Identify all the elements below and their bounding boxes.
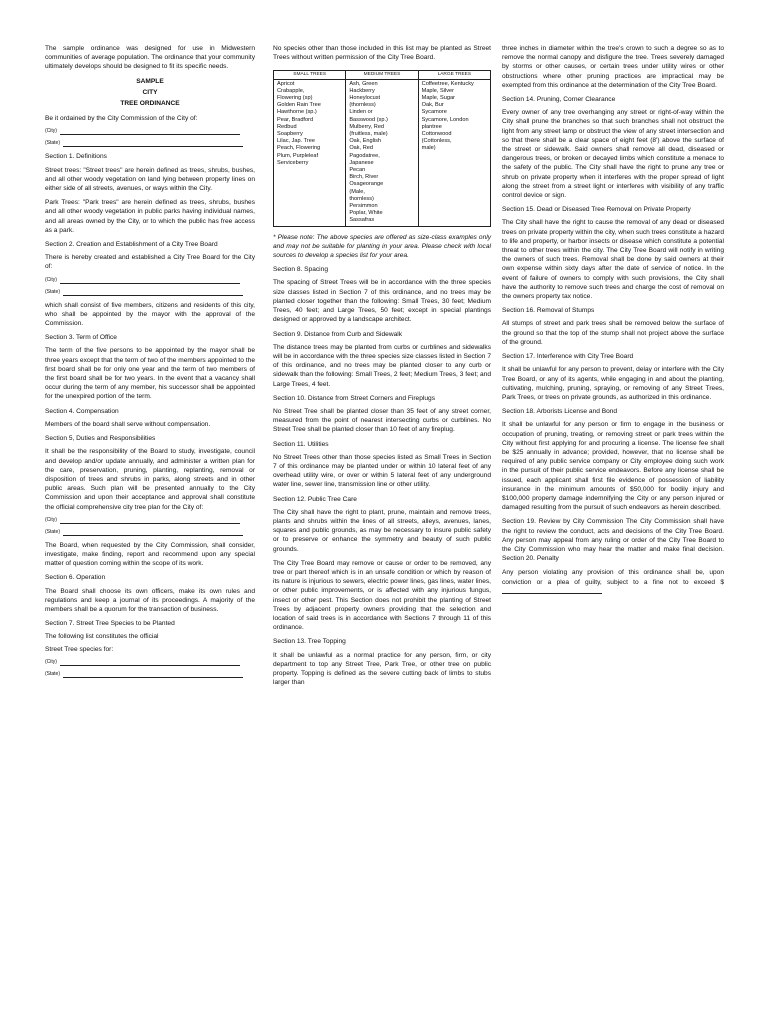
state-blank[interactable]: (State) — [45, 529, 255, 536]
section-3-title: Section 3. Term of Office — [45, 334, 117, 342]
medium-tree-item: Persimmon — [349, 203, 378, 210]
section-8-title: Section 8. Spacing — [273, 266, 328, 274]
section-14-title: Section 14. Pruning, Corner Clearance — [502, 96, 616, 104]
small-tree-item: Pear, Bradford — [277, 116, 314, 123]
heading-city: CITY — [142, 88, 158, 96]
species-intro: No species other than those included in this list may be planted as Street Trees without written permission of the City Tree Board. — [273, 45, 491, 62]
section-1-park-trees: Park Trees: "Park trees" are herein defined as trees, shrubs, bushes and all other woody vegetation in public parks having individual names, and all areas owned by the City, or to which the public has free access as a park. — [45, 199, 255, 234]
medium-trees-cell — [346, 79, 418, 226]
city-blank[interactable]: (City) — [45, 277, 255, 284]
section-20-text: Any person violating any provision of this ordinance shall be, upon conviction or a plea of guilty, subject to a fine not to exceed $ — [502, 568, 724, 597]
section-14-text: Every owner of any tree overhanging any street or right-of-way within the City shall prune the branches so that such branches shall not obstruct the light from any street lamp or obstruct the view of any street intersection and so that there shall be a clear space of eight feet (8') above the surface of the street or sidewalk. Said owners shall remove all dead, diseased or dangerous trees, or broken or decayed limbs which constitute a menace to the safety of the public. The City shall have the right to prune any tree or shrub on private property when it interferes with the proper spread of light along the street from a street light or interferes with visibility of any traffic control device or sign. — [502, 109, 724, 200]
section-9-text: The distance trees may be planted from curbs or curblines and sidewalks will be in accordance with the three species size classes listed in Section 7 of this ordinance, and no trees may be planted closer to any curb or sidewalk than the following: Small Trees, 2 feet; Medium Trees, 3 feet; and Large Trees, 4 feet. — [273, 343, 491, 388]
table-header-small: SMALL TREES — [274, 71, 346, 79]
section-15-text: The City shall have the right to cause the removal of any dead or diseased trees on private property within the city, when such trees constitute a hazard to life and property, or harbor insects or disease which constitute a potential threat to other trees within the city. The City Tree Board will notify in writing the owners of such trees. Removal shall be done by said owners at their own expense within sixty days after the date of service of notice. In the event of failure of owners to comply with such provisions, the City shall have the authority to remove such trees and charge the cost of removal on the owners property tax notice. — [502, 219, 724, 301]
small-tree-item: Soapberry — [277, 131, 303, 138]
section-2-members: which shall consist of five members, citizens and residents of this city, who shall be appointed by the mayor with the approval of the Commission. — [45, 301, 255, 328]
section-7-text: The following list constitutes the official — [45, 633, 159, 641]
section-15-title: Section 15. Dead or Diseased Tree Removal on Private Property — [502, 206, 691, 214]
section-4-text: Members of the board shall serve without compensation. — [45, 420, 211, 428]
section-18-title: Section 18. Arborists License and Bond — [502, 408, 618, 416]
medium-tree-item: (thornless) — [349, 102, 376, 109]
small-tree-item: Crabapple, — [277, 87, 305, 94]
large-tree-item: Sycamore, London — [421, 116, 469, 123]
medium-tree-item: Birch, River — [349, 174, 379, 181]
medium-tree-item: Japanese — [349, 159, 374, 166]
section-16-text: All stumps of street and park trees shall be removed below the surface of the ground so that the top of the stump shall not project above the surface of the ground. — [502, 320, 724, 346]
medium-tree-item: Hackberry — [349, 87, 375, 94]
medium-tree-item: thornless) — [349, 195, 374, 202]
section-7-species-for: Street Tree species for: — [45, 645, 114, 653]
table-header-large: LARGE TREES — [418, 71, 490, 79]
column-right — [502, 44, 724, 602]
medium-tree-item: Linden or — [349, 109, 373, 116]
medium-tree-item: Pecan — [349, 167, 366, 174]
heading-tree-ordinance: TREE ORDINANCE — [120, 100, 180, 108]
large-tree-item: Maple, Sugar — [421, 95, 455, 102]
section-6-text: The Board shall choose its own officers, make its own rules and regulations and keep a journal of its proceedings. A majority of the members shall be a quorum for the transaction of business. — [45, 587, 255, 613]
ordained-text: Be it ordained by the City Commission of the City of: — [45, 115, 198, 123]
section-17-text: It shall be unlawful for any person to prevent, delay or interfere with the City Tree Board, or any of its agents, while engaging in and about the planting, cultivating, mulching, pruning, spraying, or removing of any Street Trees, Park Trees, or trees on private grounds, as authorized in this ordinance. — [502, 366, 724, 401]
medium-tree-item: Ash, Green — [349, 80, 378, 87]
section-12-text-2: The City Tree Board may remove or cause or order to be removed, any tree or part thereof which is in an unsafe condition or which by reason of its nature is injurious to sewers, electric power lines, gas lines, water lines, or other public improvements, or is affected with any injurious fungus, insect or other pest. This Section does not prohibit the planting of Street Trees by adjacent property owners providing that the selection and location of said trees is in accordance with Sections 7 through 11 of this ordinance. — [273, 559, 491, 632]
medium-tree-item: Pagodatree, — [349, 152, 380, 159]
state-blank[interactable]: (State) — [45, 671, 255, 678]
medium-tree-item: Honeylocust — [349, 95, 381, 102]
small-tree-item: Redbud — [277, 123, 297, 130]
medium-tree-item: (fruitless, male) — [349, 131, 388, 138]
city-blank[interactable]: (City) — [45, 517, 255, 524]
medium-tree-item: Mulberry, Red — [349, 123, 385, 130]
section-17-title: Section 17. Interference with City Tree Board — [502, 353, 634, 361]
large-tree-item: male) — [421, 145, 436, 152]
intro-paragraph: The sample ordinance was designed for use in Midwestern communities of average population. The ordinance that your community ultimately develops should be designed to fit its specific needs. — [45, 45, 255, 71]
section-12-text: The City shall have the right to plant, prune, maintain and remove trees, plants and shrubs within the lines of all streets, alleys, avenues, lanes, squares and public grounds, as may be necessary to insure public safety or to preserve or enhance the symmetry and beauty of such public grounds. — [273, 508, 491, 553]
section-9-title: Section 9. Distance from Curb and Sidewalk — [273, 330, 403, 338]
section-7-title: Section 7. Street Tree Species to be Planted — [45, 620, 175, 628]
large-trees-cell — [418, 79, 490, 226]
large-tree-item: Cottonwood — [421, 131, 452, 138]
section-2-title: Section 2. Creation and Establishment of a City Tree Board — [45, 241, 218, 249]
large-tree-item: plantree — [421, 123, 442, 130]
section-19-text: Section 19. Review by City Commission The City Commission shall have the right to review the conduct, acts and decisions of the City Tree Board. Any person may appeal from any ruling or order of the City Tree Board to the City Commission who may hear the matter and make final decision. Section 20. Penalty — [502, 518, 724, 563]
section-18-text: It shall be unlawful for any person or firm to engage in the business or occupation of pruning, treating, or removing street or park trees within the City without first applying for and procuring a license. The license fee shall be $25 annually in advance; provided, however, that no license shall be required of any public service company or City employee doing such work in the pursuit of their public service endeavors. Before any license shall be issued, each applicant shall first file evidence of possession of liability insurance in the minimum amounts of $50,000 for bodily injury and $100,000 property damage indemnifying the City or any person injured or damaged resulting from the pursuit of such endeavors as herein described. — [502, 421, 724, 512]
table-header-medium: MEDIUM TREES — [346, 71, 418, 79]
medium-tree-item: Poplar, White — [349, 210, 383, 217]
section-5-title: Section 5, Duties and Responsibilities — [45, 435, 156, 443]
medium-tree-item: (Male, — [349, 188, 365, 195]
small-tree-item: Lilac, Jap. Tree — [277, 138, 315, 145]
large-tree-item: Sycamore — [421, 109, 447, 116]
section-5-text: It shall be the responsibility of the Board to study, investigate, council and develop and/or update annually, and administer a written plan for the care, preservation, pruning, planting, replanting, removal or disposition of trees and shrubs in parks, along streets and in other public areas. Such plan will be presented annually to the City Commission and upon their acceptance and approval shall constitute the official comprehensive city tree plan for the City of: — [45, 448, 255, 511]
small-tree-item: Serviceberry — [277, 159, 309, 166]
small-tree-item: Peach, Flowering — [277, 145, 321, 152]
large-tree-item: (Cottonless, — [421, 138, 452, 145]
state-blank[interactable]: (State) — [45, 140, 255, 147]
medium-tree-item: Oak, English — [349, 138, 382, 145]
section-13-continued: three inches in diameter within the tree's crown to such a degree so as to remove the normal canopy and disfigure the tree. Trees severely damaged by storms or other causes, or certain trees under utility wires or other obstructions where other pruning practices are impractical may be exempted from this ordinance at the determination of the City Tree Board. — [502, 45, 724, 89]
medium-tree-item: Sassafras — [349, 217, 375, 224]
species-note: * Please note: The above species are offered as size-class examples only and may not be suitable for planting in your area. Please check with local sources to develop a species list for your area. — [273, 233, 491, 260]
section-16-title: Section 16. Removal of Stumps — [502, 307, 595, 315]
small-tree-item: Plum, Purpleleaf — [277, 152, 319, 159]
small-tree-item: Hawthorne (sp.) — [277, 109, 317, 116]
small-tree-item: Apricot — [277, 80, 295, 87]
section-13-title: Section 13. Tree Topping — [273, 638, 346, 646]
section-10-text: No Street Tree shall be planted closer than 35 feet of any street corner, measured from the point of nearest intersecting curbs or curblines. No Street Tree shall be planted closer than 10 feet of any fireplug. — [273, 407, 491, 434]
section-12-title: Section 12. Public Tree Care — [273, 495, 357, 503]
section-11-title: Section 11. Utilities — [273, 440, 329, 448]
medium-tree-item: Osageorange — [349, 181, 384, 188]
section-2-text: There is hereby created and established a City Tree Board for the City of: — [45, 254, 255, 271]
section-13-text: It shall be unlawful as a normal practice for any person, firm, or city department to top any Street Tree, Park Tree, or other tree on public property. Topping is defined as the severe cutting back of limbs to stubs larger than — [273, 651, 491, 687]
small-tree-item: Flowering (sp) — [277, 95, 313, 102]
section-5-board-text: The Board, when requested by the City Commission, shall consider, investigate, make finding, report and recommend upon any special matter of question coming within the scope of its work. — [45, 541, 255, 568]
section-3-text: The term of the five persons to be appointed by the mayor shall be three years except that the term of two of the members appointed to the first board shall be for only one year and the term of two members of the first board shall be for two years. In the event that a vacancy shall occur during the term of any member, his successor shall be appointed for the unexpired portion of the term. — [45, 347, 255, 401]
tree-species-table — [273, 70, 491, 226]
small-tree-item: Golden Rain Tree — [277, 102, 321, 109]
large-tree-item: Oak, Bur — [421, 102, 444, 109]
section-6-title: Section 6. Operation — [45, 574, 106, 582]
small-trees-cell — [274, 79, 346, 226]
heading-sample: SAMPLE — [136, 77, 164, 85]
fine-amount-blank[interactable] — [502, 587, 602, 594]
section-4-title: Section 4. Compensation — [45, 407, 119, 415]
large-tree-item: Coffeetree, Kentucky — [421, 80, 474, 87]
medium-tree-item: Oak, Red — [349, 145, 373, 152]
section-8-text: The spacing of Street Trees will be in accordance with the three species size classes listed in Section 7 of this ordinance, and no trees may be planted closer together than the following: Small Trees, 30 feet; Medium Trees, 40 feet; and Large Trees, 50 feet; except in special plantings designed or approved by a landscape architect. — [273, 279, 491, 324]
large-tree-item: Maple, Silver — [421, 87, 454, 94]
column-middle — [273, 44, 491, 692]
section-1-title: Section 1. Definitions — [45, 153, 107, 161]
section-1-street-trees: Street trees: "Street trees" are herein defined as trees, shrubs, bushes, and all other woody vegetation on land lying between property lines on either side of all streets, avenues, or ways within the City. — [45, 166, 255, 193]
city-blank[interactable]: (City) — [45, 128, 255, 135]
section-10-title: Section 10. Distance from Street Corners and Fireplugs — [273, 394, 435, 402]
city-blank[interactable]: (City) — [45, 659, 255, 666]
state-blank[interactable]: (State) — [45, 289, 255, 296]
section-11-text: No Street Trees other than those species listed as Small Trees in Section 7 of this ordinance may be planted under or within 10 lateral feet of any overhead utility wire, or over or within 5 lateral feet of any underground water line, sewer line, transmission line or other utility. — [273, 453, 491, 489]
column-left — [45, 44, 255, 683]
medium-tree-item: Basswood (sp.) — [349, 116, 388, 123]
